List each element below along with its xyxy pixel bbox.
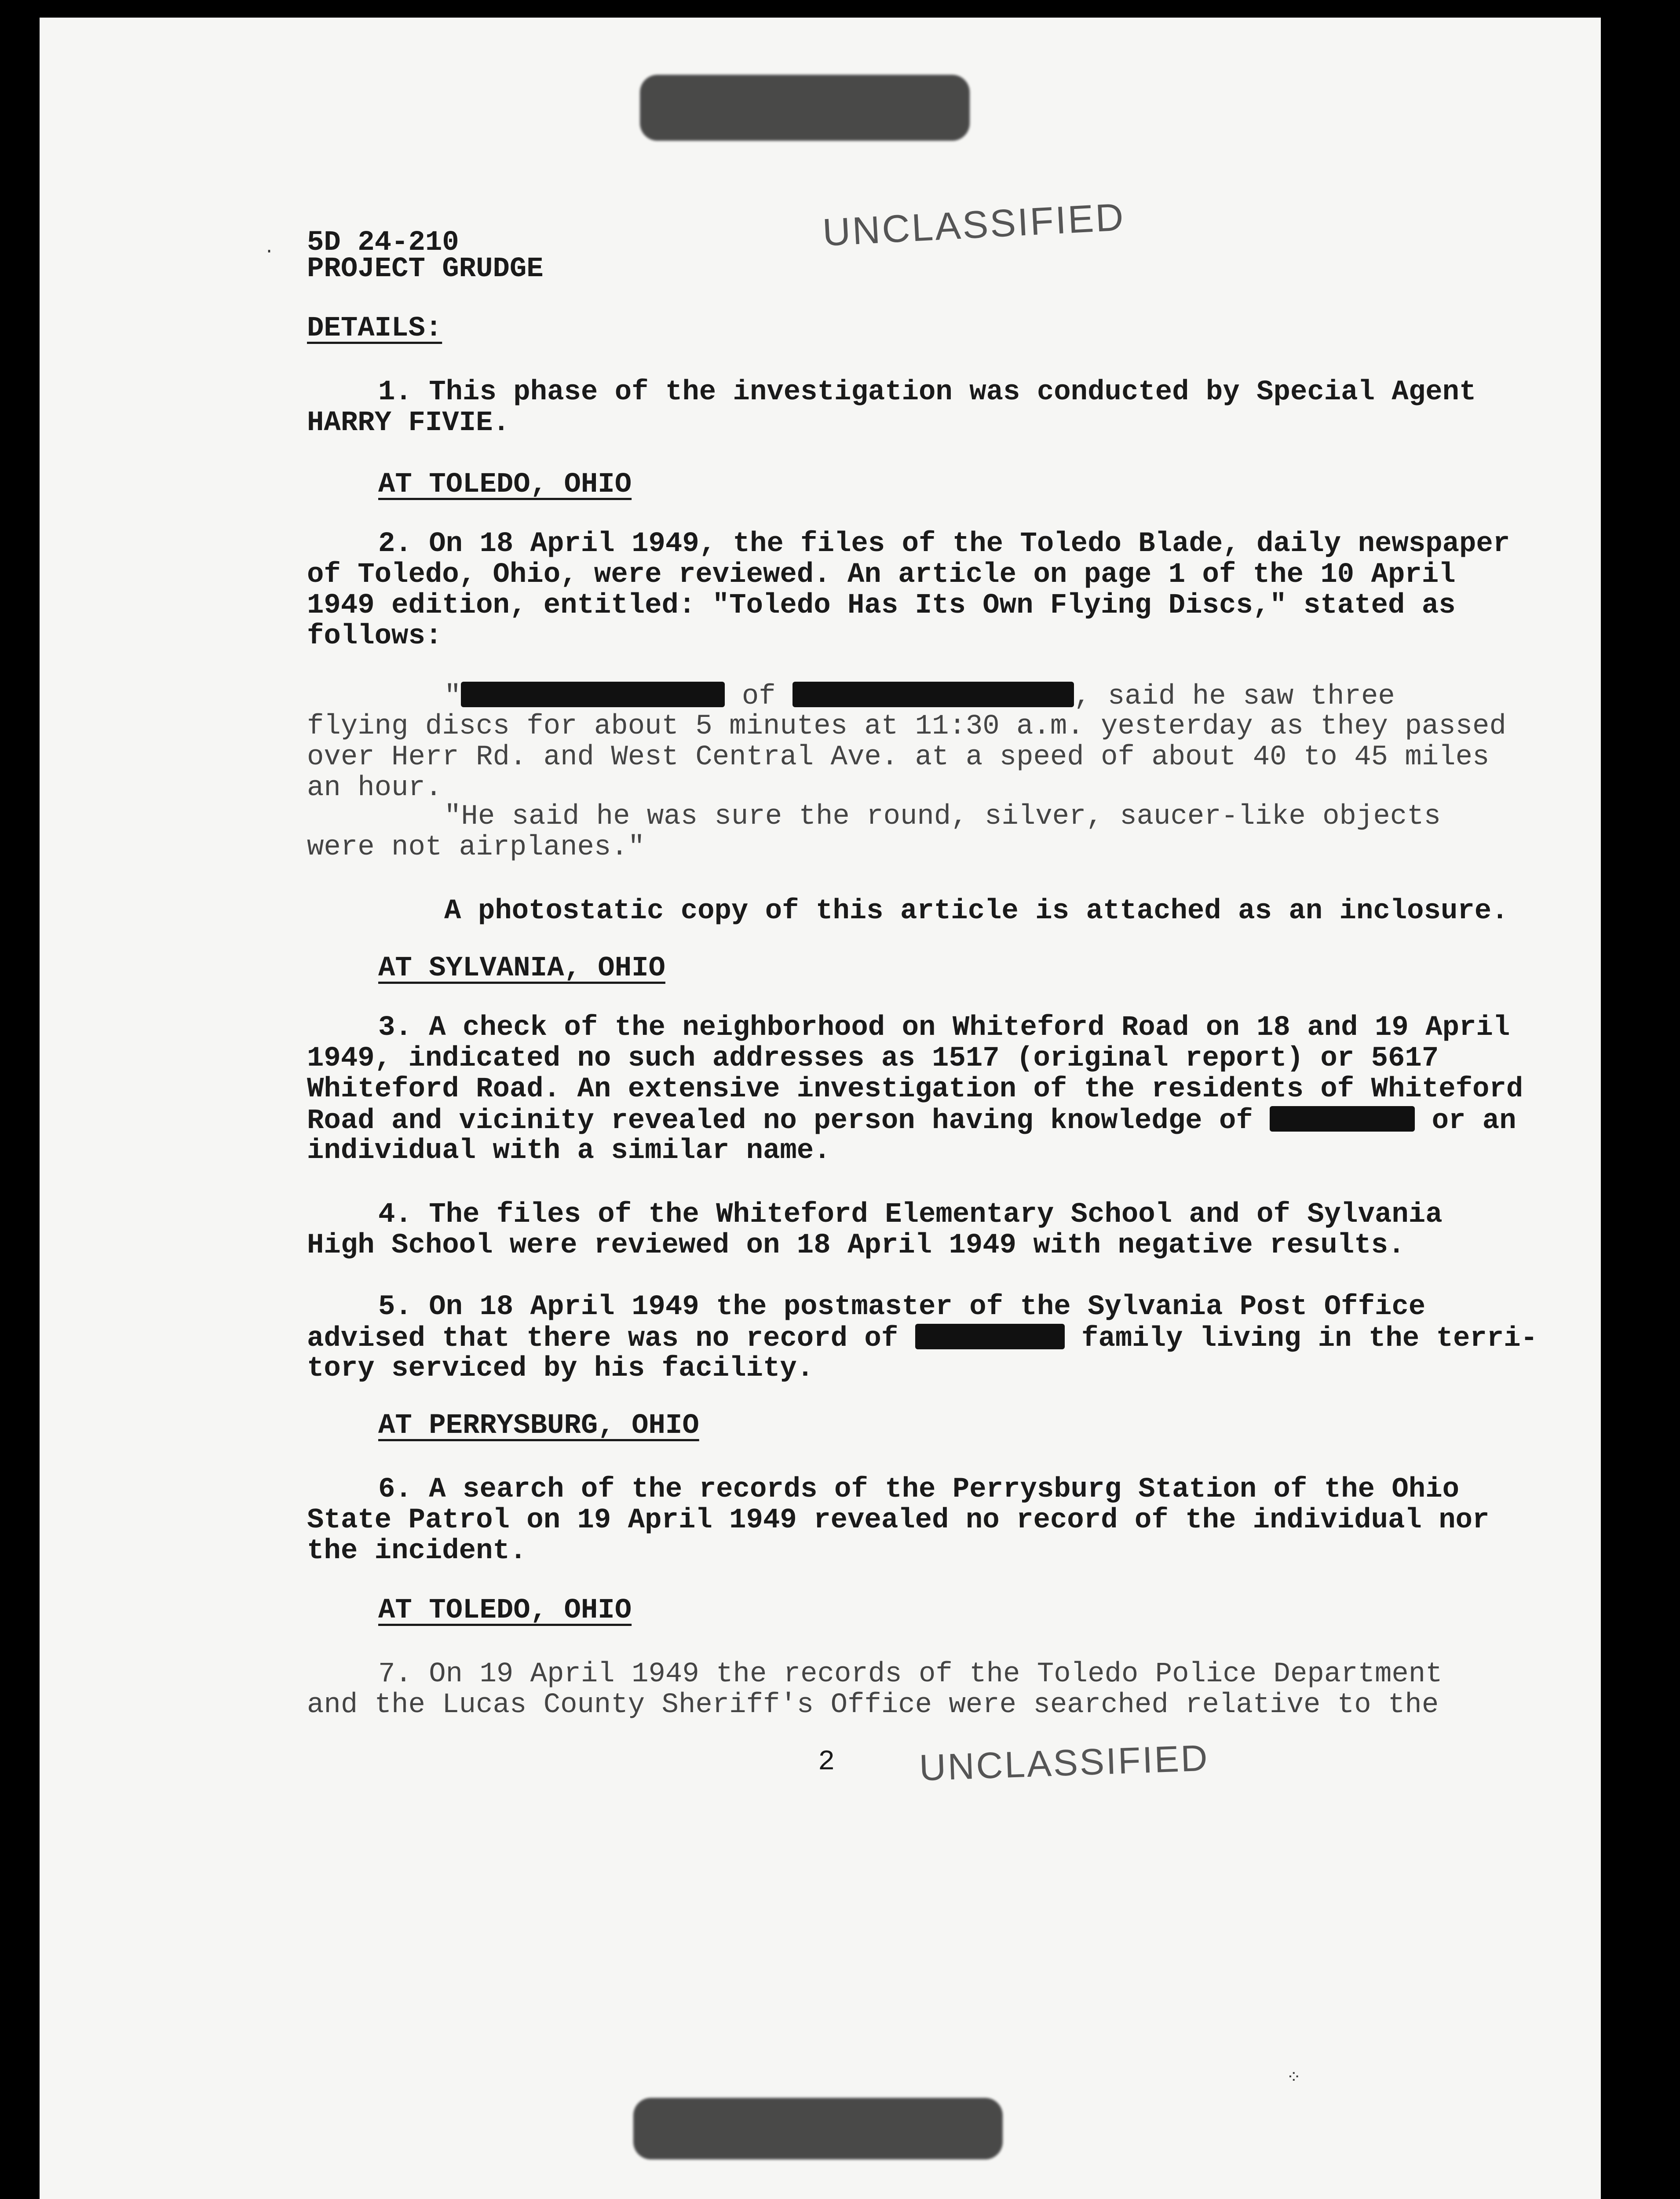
- section-heading-sylvania: AT SYLVANIA, OHIO: [378, 953, 665, 984]
- unclassified-stamp-bottom: UNCLASSIFIED: [918, 1737, 1210, 1789]
- section-heading-perrysburg: AT PERRYSBURG, OHIO: [378, 1410, 699, 1442]
- section-heading-toledo: AT TOLEDO, OHIO: [378, 1595, 632, 1626]
- para5-line2-end: family living in the terri-: [1081, 1323, 1538, 1355]
- file-reference: 5D 24-210: [307, 227, 459, 259]
- redacted-classification-stamp-top: [640, 75, 970, 141]
- redacted-address: [793, 682, 1074, 707]
- para7-line1: 7. On 19 April 1949 the records of the Toledo Police Department: [378, 1658, 1443, 1690]
- speck-mark: ·: [264, 242, 275, 262]
- quote-open-mark: ": [444, 681, 461, 712]
- quote-said-three: , said he saw three: [1074, 681, 1395, 712]
- para3-line1: 3. A check of the neighborhood on Whiteford Road on 18 and 19 April: [378, 1012, 1510, 1044]
- quote-line1: [444, 682, 1395, 711]
- para3-line2: 1949, indicated no such addresses as 1517 (original report) or 5617: [307, 1043, 1439, 1074]
- para3-line4-end: or an: [1432, 1105, 1516, 1137]
- para5-line2-text: advised that there was no record of: [307, 1323, 898, 1355]
- page-number: 2: [818, 1746, 835, 1778]
- redacted-name: [1270, 1106, 1415, 1132]
- quote-line6: were not airplanes.": [307, 832, 645, 863]
- quote-line4: an hour.: [307, 772, 442, 804]
- section-heading-toledo: AT TOLEDO, OHIO: [378, 469, 632, 500]
- redacted-classification-stamp-bottom: [633, 2098, 1003, 2159]
- unclassified-stamp-top: UNCLASSIFIED: [821, 195, 1126, 254]
- para4-line2: High School were reviewed on 18 April 1949 with negative results.: [307, 1230, 1405, 1261]
- para2-line1: 2. On 18 April 1949, the files of the Toledo Blade, daily newspaper: [378, 528, 1510, 560]
- para3-line4-text: Road and vicinity revealed no person having knowledge of: [307, 1105, 1253, 1137]
- para2-line2: of Toledo, Ohio, were reviewed. An article on page 1 of the 10 April: [307, 559, 1456, 591]
- para5-line3: tory serviced by his facility.: [307, 1353, 814, 1384]
- para1-line1: 1. This phase of the investigation was conducted by Special Agent: [378, 376, 1476, 408]
- photostat-note: A photostatic copy of this article is attached as an inclosure.: [444, 895, 1508, 927]
- project-name: PROJECT GRUDGE: [307, 253, 544, 285]
- para4-line1: 4. The files of the Whiteford Elementary School and of Sylvania: [378, 1199, 1443, 1231]
- details-heading: DETAILS:: [307, 313, 442, 344]
- speck-mark: ⁘: [1286, 2069, 1301, 2089]
- quote-of: of: [741, 681, 776, 712]
- para1-line2: HARRY FIVIE.: [307, 407, 510, 439]
- para5-line2: [307, 1324, 1538, 1353]
- para6-line3: the incident.: [307, 1535, 527, 1567]
- para3-line3: Whiteford Road. An extensive investigation of the residents of Whiteford: [307, 1074, 1523, 1105]
- para6-line1: 6. A search of the records of the Perrysburg Station of the Ohio: [378, 1474, 1459, 1505]
- quote-line2: flying discs for about 5 minutes at 11:30 a.m. yesterday as they passed: [307, 711, 1506, 742]
- quote-line5: "He said he was sure the round, silver, saucer-like objects: [444, 801, 1441, 833]
- para5-line1: 5. On 18 April 1949 the postmaster of the Sylvania Post Office: [378, 1291, 1426, 1323]
- redacted-name: [461, 682, 725, 707]
- para6-line2: State Patrol on 19 April 1949 revealed no record of the individual nor: [307, 1505, 1490, 1536]
- para3-line5: individual with a similar name.: [307, 1135, 831, 1167]
- quote-line3: over Herr Rd. and West Central Ave. at a speed of about 40 to 45 miles: [307, 742, 1490, 773]
- para3-line4: [307, 1106, 1516, 1135]
- redacted-name: [915, 1324, 1065, 1349]
- para2-line4: follows:: [307, 621, 442, 652]
- para7-line2: and the Lucas County Sheriff's Office were searched relative to the: [307, 1689, 1439, 1721]
- para2-line3: 1949 edition, entitled: "Toledo Has Its Own Flying Discs," stated as: [307, 590, 1456, 621]
